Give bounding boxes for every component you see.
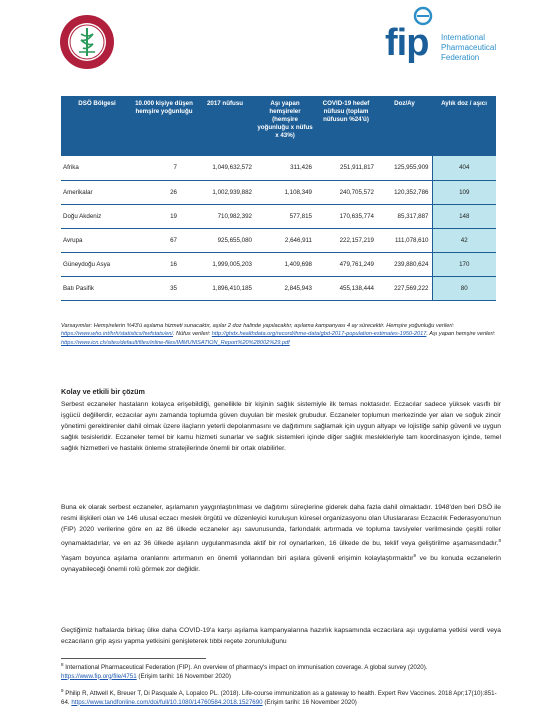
cell-target: 479,761,249: [315, 252, 377, 276]
footnote-text: International Pharmaceutical Federation (FIP). An overview of pharmacy's impact on immunisation coverage. A global survey (2020).: [63, 664, 428, 672]
col-header-population: 2017 nüfusu: [195, 96, 255, 156]
fip-report-link[interactable]: https://www.fip.org/file/4751: [61, 672, 137, 680]
table-row: [61, 180, 496, 204]
cell-nurses: 1,409,698: [255, 252, 315, 276]
cell-monthly: 80: [432, 276, 496, 300]
table-row: [61, 156, 496, 180]
cell-region: Batı Pasifik: [61, 276, 133, 300]
table-row: [61, 252, 496, 276]
assumptions-text: Varsayımlar: Hemşirelerin %43'ü aşılama hizmeti sunacaktır, aşılar 2 doz halinde yapılacaktır, aşılama kampanyası 4 ay sürecektir. Hemşire yoğunluğu verileri:: [61, 323, 455, 329]
footnote-text: (Erişim tarihi: 16 November 2020): [136, 672, 231, 680]
cell-density: 16: [133, 252, 195, 276]
fip-org-name: [441, 33, 496, 63]
cell-population: 1,999,005,203: [195, 252, 255, 276]
paragraph: [61, 502, 501, 575]
cell-density: 35: [133, 276, 195, 300]
cell-dose: 120,352,786: [377, 180, 432, 204]
cell-density: 7: [133, 156, 195, 180]
fip-org-line: Federation: [441, 53, 480, 62]
cell-dose: 85,317,887: [377, 204, 432, 228]
cell-region: Güneydoğu Asya: [61, 252, 133, 276]
footnote-text: (Erişim tarihi: 16 November 2020): [262, 698, 357, 706]
cell-monthly: 109: [432, 180, 496, 204]
vaccination-table: [61, 96, 496, 301]
cell-monthly: 404: [432, 156, 496, 180]
teb-seal-logo: [59, 14, 115, 70]
col-header-monthly: Aylık doz / aşıcı: [432, 96, 496, 156]
icn-link[interactable]: https://www.icn.ch/sites/default/files/inline-files/IMMUNISATION_Report%20%28002%29.pdf: [61, 339, 290, 346]
paragraph-text: Buna ek olarak serbest eczaneler, aşılamanın yaygınlaştırılması ve dağıtımı süreçlerine giderek daha fazla dahil olmaktadır. 1948'den beri DSÖ ile resmi ilişkileri olan ve 146 ulusal eczacı meslek örgütü ve düzenleyici kuruluşun küresel organizasyonu olan Uluslararası Eczacılık Federasyonu'nun (FIP) 2020 verilerine göre en az 86 ülkede eczaneler aşı savunusunda, farkındalık artırmada ve topluma tavsiyeler verilmesinde çeşitli roller oynamaktadırlar, ve en az 36 ülkede aşıların uygulanmasında aktif bir rol oynarlarken, 16 ülkede de bu, teklif veya geliştirilme aşamasındadır.: [61, 504, 501, 548]
cell-nurses: 2,845,943: [255, 276, 315, 300]
cell-target: 222,157,219: [315, 228, 377, 252]
table-row: [61, 228, 496, 252]
col-header-target: COVID-19 hedef nüfusu (toplam nüfusun %24'ü): [315, 96, 377, 156]
cell-target: 455,138,444: [315, 276, 377, 300]
cell-density: 67: [133, 228, 195, 252]
cell-nurses: 1,108,349: [255, 180, 315, 204]
footnote-divider: [61, 658, 206, 659]
cell-target: 170,635,774: [315, 204, 377, 228]
cell-nurses: 2,646,911: [255, 228, 315, 252]
section-title: Kolay ve etkili bir çözüm: [61, 387, 145, 396]
cell-population: 925,655,080: [195, 228, 255, 252]
col-header-nurses: Aşı yapan hemşireler (hemşire yoğunluğu x nüfus x 43%): [255, 96, 315, 156]
fip-wordmark: fip: [385, 22, 429, 64]
cell-density: 26: [133, 180, 195, 204]
cell-region: Avrupa: [61, 228, 133, 252]
assumptions-text: . Aşı yapan hemşire verileri:: [426, 331, 496, 338]
cell-region: Doğu Akdeniz: [61, 204, 133, 228]
cell-dose: 239,880,624: [377, 252, 432, 276]
cell-dose: 111,078,610: [377, 228, 432, 252]
table-header-row: [61, 96, 496, 156]
cell-target: 240,705,572: [315, 180, 377, 204]
cell-population: 1,002,939,882: [195, 180, 255, 204]
who-link[interactable]: https://www.who.int/hrh/statistics/hwfstats/en/: [61, 331, 173, 338]
footnote-number: 9: [61, 688, 64, 693]
cell-monthly: 170: [432, 252, 496, 276]
footnote-number: 8: [61, 662, 64, 667]
tandfonline-link[interactable]: https://www.tandfonline.com/doi/full/10.1080/14760584.2018.1527690: [71, 698, 263, 706]
cell-population: 710,982,392: [195, 204, 255, 228]
col-header-density: 10.000 kişiye düşen hemşire yoğunluğu: [133, 96, 195, 156]
cell-population: 1,896,410,185: [195, 276, 255, 300]
cell-dose: 227,569,222: [377, 276, 432, 300]
paragraph-text: ve bu konuda eczanelerin oynayabileceği önemli rolü görmek zor değildir.: [61, 554, 502, 573]
table-row: [61, 204, 496, 228]
col-header-region: DSÖ Bölgesi: [61, 96, 133, 156]
footnote: [61, 687, 501, 707]
footnote: [61, 661, 501, 681]
ghdx-link[interactable]: http://ghdx.healthdata.org/record/ihme-data/gbd-2017-population-estimates-1950-2017: [211, 331, 427, 338]
cell-monthly: 42: [432, 228, 496, 252]
cell-nurses: 577,815: [255, 204, 315, 228]
cell-region: Afrika: [61, 156, 133, 180]
paragraph: Serbest eczaneler hastaların kolayca erişebildiği, genellikle bir kişinin sağlık sistemiyle ilk temas noktasıdır. Eczacılar sadece yüksek vasıflı bir işgücü değillerdir, eczacılar aynı zamanda toplumda güven duyulan bir meslek grubudur. Eczaneler toplumun merkezinde yer alan ve soğuk zincir yönetimi gerektirenler dahil olmak üzere ilaçların yeterli depolanmasını ve dağıtımını sağlamak için uygun altyapı ve lojistiğe sahip güvenli ve uygun sağlık tesisleridir. Eczaneler temel bir kamu hizmeti sunarlar ve sağlık sistemleri içinde diğer sağlık meslekleriyle tam koordinasyon içinde, temel sağlık hizmetleri ve hastalık önleme stratejilerinde önemli bir ortak olabilirler.: [61, 401, 501, 453]
cell-nurses: 311,426: [255, 156, 315, 180]
footnote-ref: 9: [413, 552, 417, 558]
cell-dose: 125,955,909: [377, 156, 432, 180]
table-assumptions: [61, 322, 501, 347]
cell-density: 19: [133, 204, 195, 228]
table-row: [61, 276, 496, 300]
cell-population: 1,049,632,572: [195, 156, 255, 180]
fip-org-line: Pharmaceutical: [441, 43, 497, 52]
footnote-text: Philip R, Attwell K, Breuer T, Di Pasquale A, Lopalco PL. (2018). Life-course immunization as a gateway to health. Expert Rev Vaccines. 2018 Apr;17(10):851-64.: [61, 690, 497, 706]
col-header-dose: Doz/Ay: [377, 96, 432, 156]
footnote-ref: 8: [498, 538, 501, 544]
paragraph: Geçtiğimiz haftalarda birkaç ülke daha COVID-19'a karşı aşılama kampanyalarına hazırlık kapsamında eczacılara aşı uygulama yetkisi verdi veya eczacıların grip aşısı yapma yetkisini genişleterek tıbbi reçete zorunluluğunu: [61, 627, 501, 646]
assumptions-text: . Nüfus verileri:: [172, 331, 212, 338]
fip-org-line: International: [441, 33, 486, 42]
cell-monthly: 148: [432, 204, 496, 228]
paragraph-text: Yaşam boyunca aşılama oranlarını artırmanın en önemli yollarından biri aşılara güvenli erişimin kolaylaştırmaktır: [61, 554, 414, 562]
cell-region: Amerikalar: [61, 180, 133, 204]
cell-target: 251,911,817: [315, 156, 377, 180]
